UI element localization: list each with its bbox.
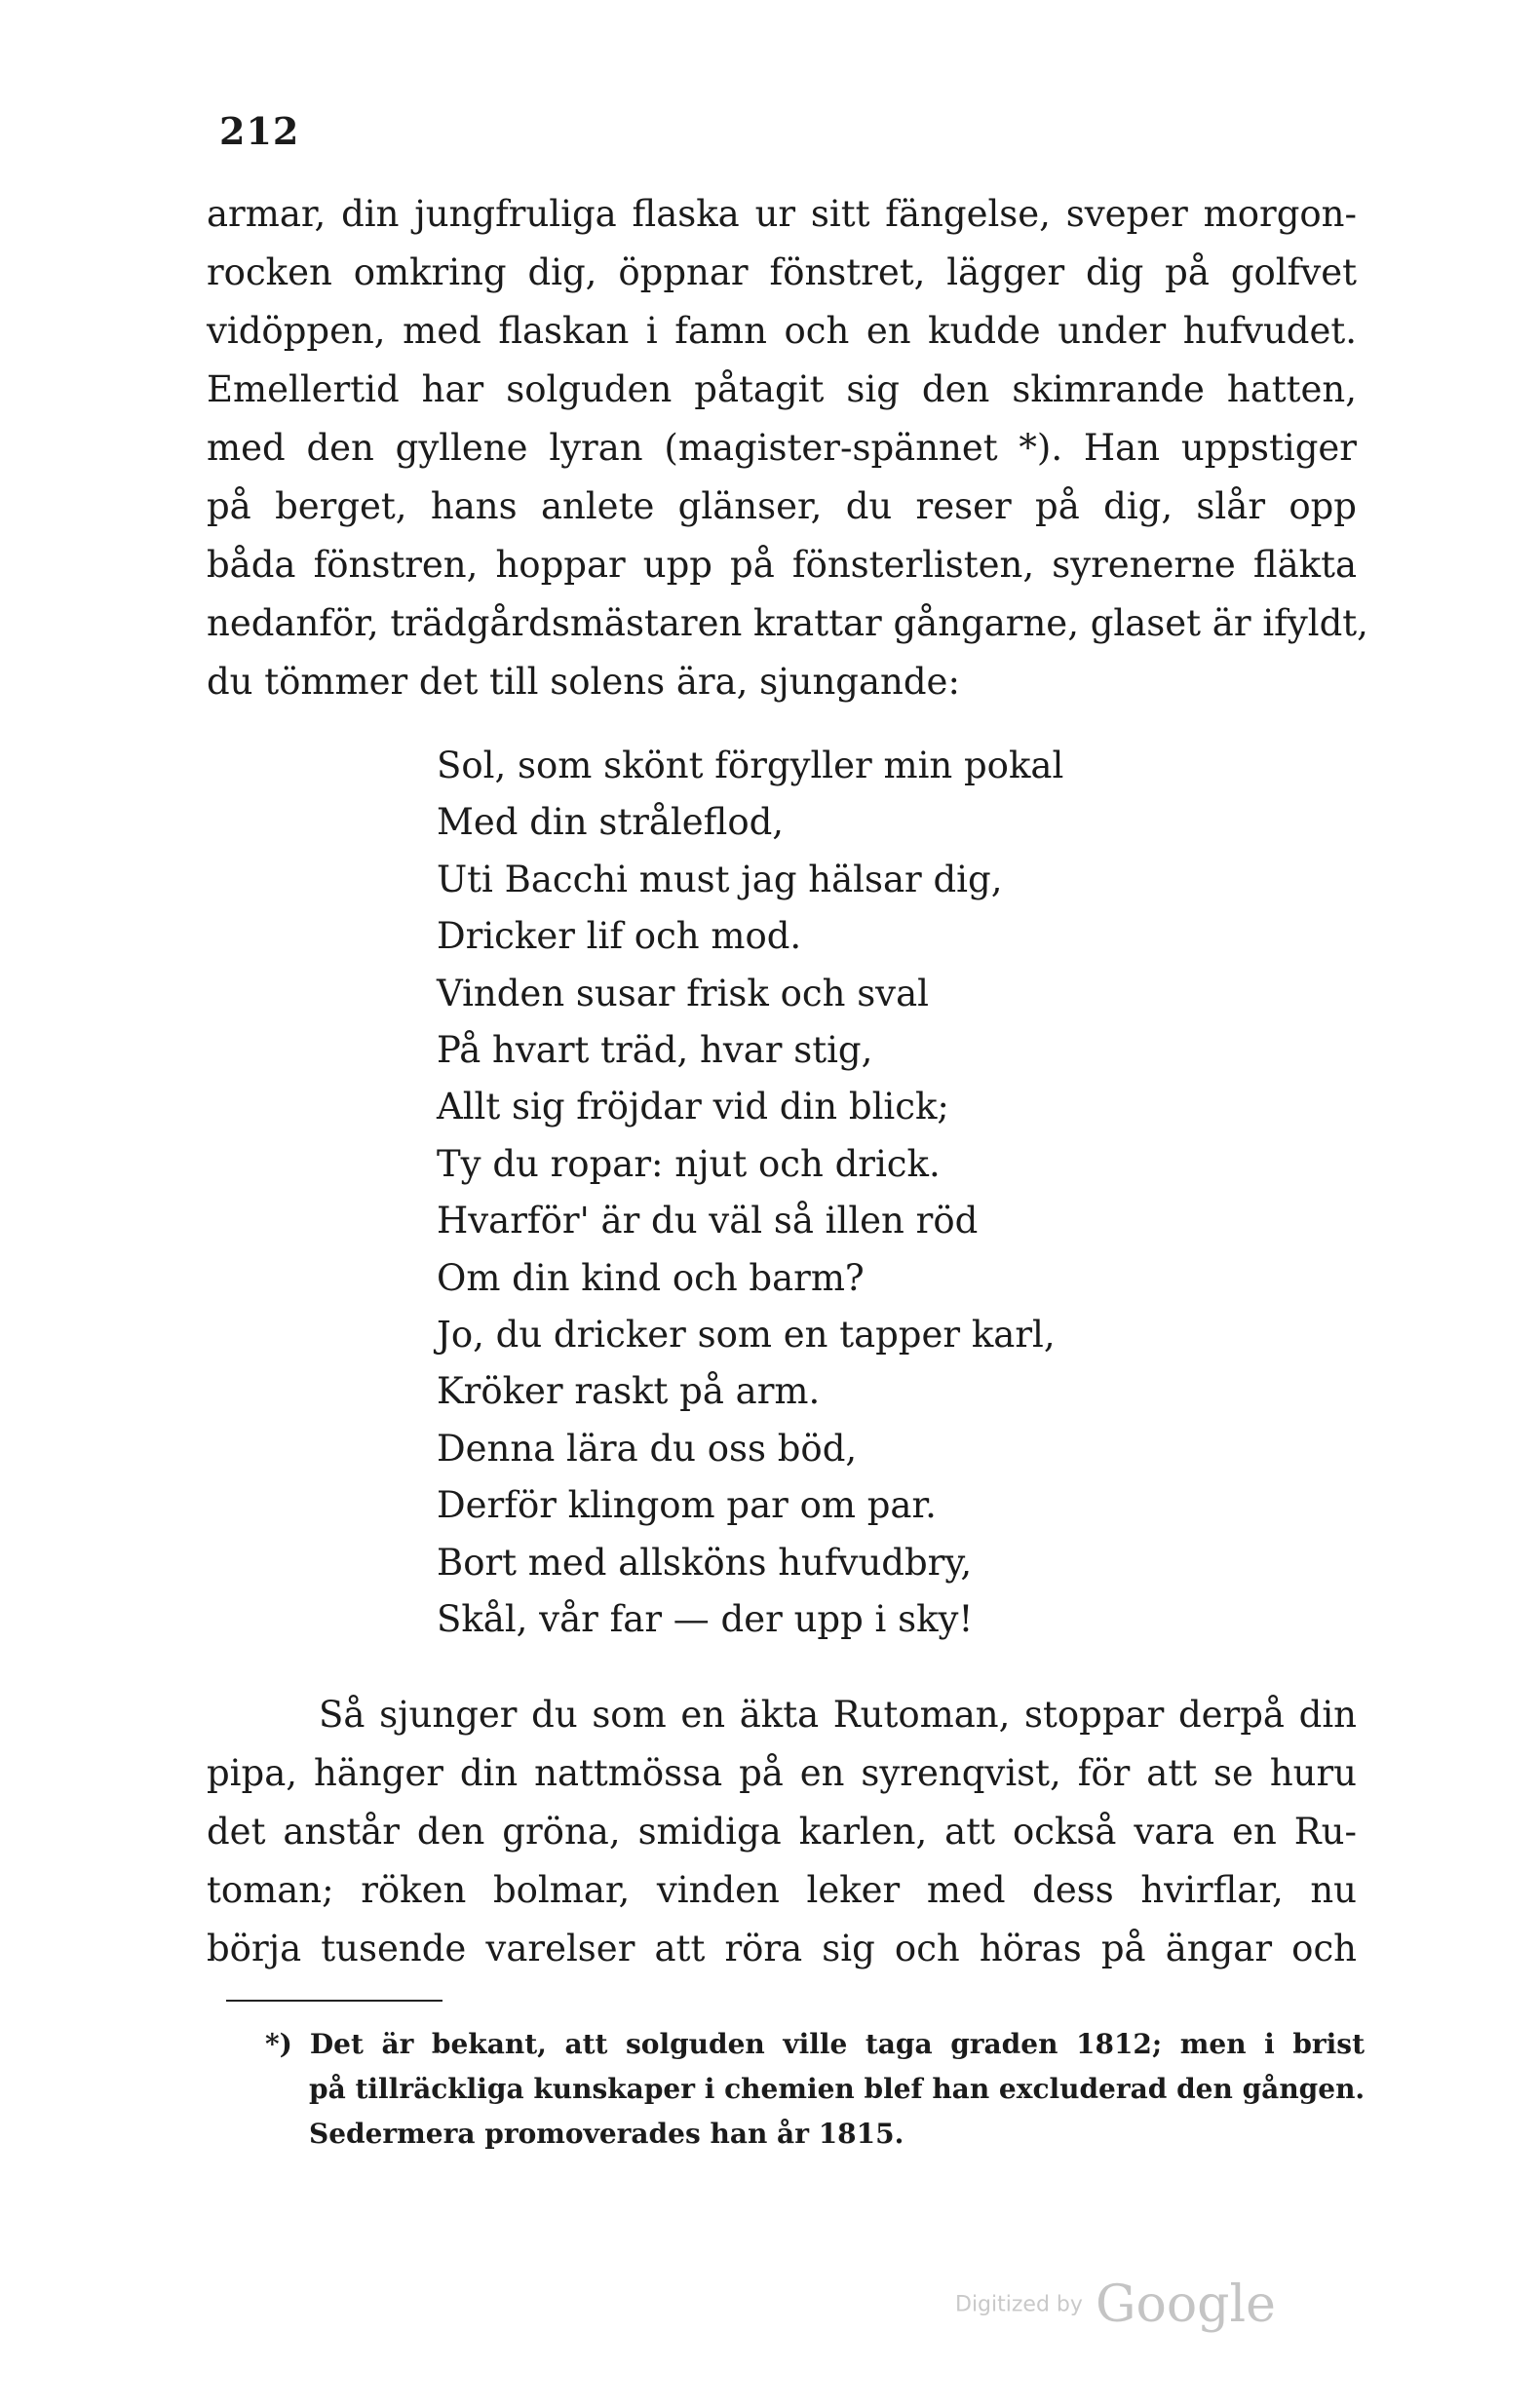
poem-verse: Derför klingom par om par.	[437, 1484, 937, 1527]
prose-line: rocken omkring dig, öppnar fönstret, lägger dig på golfvet	[207, 251, 1357, 293]
prose-line: båda fönstren, hoppar upp på fönsterlisten, syrenerne fläkta	[207, 544, 1357, 586]
poem-verse: På hvart träd, hvar stig,	[437, 1029, 873, 1072]
poem-verse: Denna lära du oss böd,	[437, 1427, 858, 1470]
poem-verse: Sol, som skönt förgyller min pokal	[437, 745, 1064, 786]
poem-verse: Jo, du dricker som en tapper karl,	[437, 1314, 1056, 1357]
poem-verse: Vinden susar frisk och sval	[437, 972, 929, 1014]
google-logo: Google	[1096, 2275, 1276, 2334]
poem-verse: Dricker lif och mod.	[437, 915, 802, 958]
poem-verse: Bort med allsköns hufvudbry,	[437, 1541, 973, 1584]
prose-line: på berget, hans anlete glänser, du reser på dig, slår opp	[207, 485, 1357, 527]
poem-verse: Uti Bacchi must jag hälsar dig,	[437, 858, 1003, 900]
prose-line: Så sjunger du som en äkta Rutoman, stoppar derpå din	[319, 1694, 1357, 1736]
poem	[437, 738, 1063, 1649]
prose-line: du tömmer det till solens ära, sjungande:	[207, 661, 960, 703]
footnote-marker: *)	[265, 2028, 292, 2060]
poem-verse: Om din kind och barm?	[437, 1256, 865, 1299]
footnote-line: på tillräckliga kunskaper i chemien blef han excluderad den gången.	[309, 2073, 1366, 2105]
footnote-text: Det är bekant, att solguden ville taga graden 1812; men i brist	[309, 2028, 1365, 2060]
prose-line: toman; röken bolmar, vinden leker med dess hvirflar, nu	[207, 1869, 1357, 1911]
watermark-prefix: Digitized by	[955, 2292, 1083, 2317]
poem-verse: Hvarför' är du väl så illen röd	[437, 1200, 979, 1242]
prose-paragraph-top	[207, 185, 1368, 711]
prose-line: börja tusende varelser att röra sig och höras på ängar och	[207, 1928, 1357, 1969]
prose-line: Emellertid har solguden påtagit sig den skimrande hatten,	[207, 368, 1357, 410]
poem-verse: Allt sig fröjdar vid din blick;	[437, 1086, 949, 1128]
prose-line: pipa, hänger din nattmössa på en syrenqvist, för att se huru	[207, 1752, 1357, 1794]
digitized-watermark	[955, 2275, 1276, 2334]
prose-paragraph-bottom	[207, 1686, 1357, 1978]
poem-verse: Skål, vår far — der upp i sky!	[437, 1598, 974, 1641]
poem-verse: Ty du ropar: njut och drick.	[437, 1142, 941, 1185]
prose-line: nedanför, trädgårdsmästaren krattar gångarne, glaset är ifyldt,	[207, 602, 1368, 644]
page-number: 212	[219, 109, 300, 153]
prose-line: armar, din jungfruliga flaska ur sitt fängelse, sveper morgon-	[207, 193, 1357, 235]
prose-line: med den gyllene lyran (magister-spännet *). Han uppstiger	[207, 427, 1357, 469]
footnote-line: Sedermera promoverades han år 1815.	[309, 2118, 904, 2150]
prose-line: det anstår den gröna, smidiga karlen, att också vara en Ru-	[207, 1811, 1357, 1853]
poem-verse: Med din stråleflod,	[437, 801, 785, 844]
footnote	[265, 2022, 1365, 2157]
footnote-line-first	[265, 2022, 1365, 2067]
poem-verse: Kröker raskt på arm.	[437, 1370, 821, 1413]
footnote-divider	[226, 2000, 442, 2002]
prose-line: vidöppen, med flaskan i famn och en kudde under hufvudet.	[207, 310, 1357, 352]
